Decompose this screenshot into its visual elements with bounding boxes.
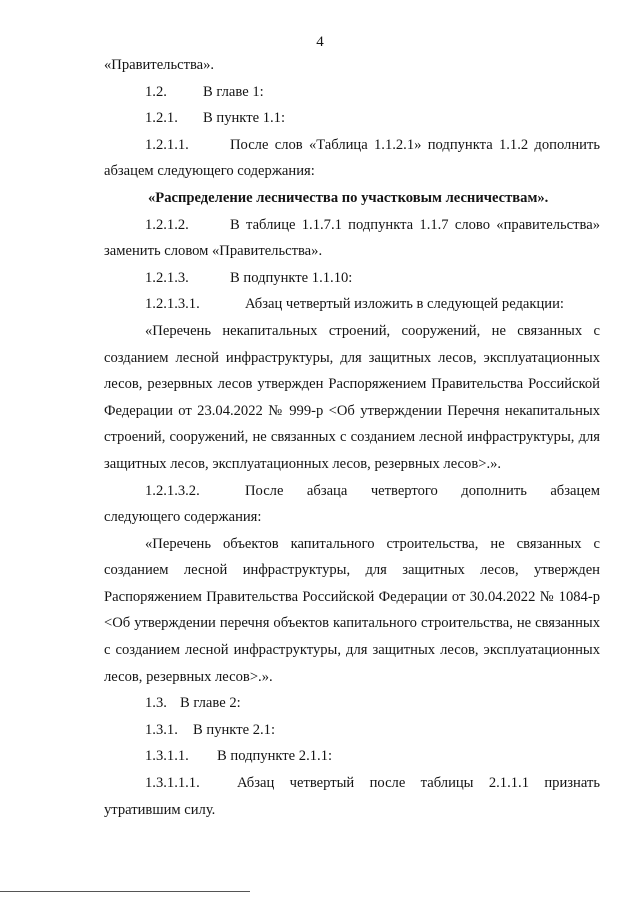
paragraph: 1.2.1.1. После слов «Таблица 1.1.2.1» подпункта 1.1.2 дополнить абзацем следующего содержания:: [104, 132, 600, 185]
paragraph: 1.2.1.3. В подпункте 1.1.10:: [104, 265, 600, 292]
paragraph: 1.3. В главе 2:: [104, 690, 600, 717]
paragraph: 1.3.1.1. В подпункте 2.1.1:: [104, 743, 600, 770]
paragraph: 1.2.1.3.2. После абзаца четвертого дополнить абзацем следующего содержания:: [104, 478, 600, 531]
item-number: 1.2.1.1.: [145, 136, 189, 153]
document-body: [104, 52, 600, 823]
item-number: 1.3.1.1.1.: [145, 775, 200, 792]
page-number: 4: [316, 34, 324, 50]
paragraph: 1.3.1. В пункте 2.1:: [104, 717, 600, 744]
item-number: 1.2.1.: [145, 110, 178, 127]
paragraph: «Правительства».: [104, 57, 215, 73]
paragraph: 1.2.1.3.1. Абзац четвертый изложить в следующей редакции:: [104, 291, 600, 318]
item-number: 1.2.: [145, 83, 167, 100]
item-number: 1.2.1.3.: [145, 269, 189, 286]
item-number: 1.2.1.3.2.: [145, 482, 200, 499]
bottom-rule: [0, 891, 250, 892]
quoted-paragraph: «Перечень некапитальных строений, сооружений, не связанных с созданием лесной инфраструктуры, для защитных лесов, эксплуатационных лесов, резервных лесов утвержден Распоряжением Правительства Российской Федерации от 23.04.2022 № 999-р <Об утверждении Перечня некапитальных строений, сооружений, не связанных с созданием лесной инфраструктуры, для защитных лесов, эксплуатационных лесов, резервных лесов>.».: [104, 322, 600, 472]
paragraph: 1.2. В главе 1:: [104, 79, 600, 106]
item-number: 1.3.: [145, 695, 167, 712]
bold-heading: «Распределение лесничества по участковым лесничествам».: [148, 189, 549, 206]
paragraph: 1.2.1. В пункте 1.1:: [104, 105, 600, 132]
item-number: 1.2.1.2.: [145, 216, 189, 233]
item-number: 1.3.1.: [145, 721, 178, 738]
paragraph: 1.2.1.2. В таблице 1.1.7.1 подпункта 1.1.7 слово «правительства» заменить словом «Правительства».: [104, 212, 600, 265]
item-number: 1.3.1.1.: [145, 748, 189, 765]
paragraph: 1.3.1.1.1. Абзац четвертый после таблицы 2.1.1.1 признать утратившим силу.: [104, 770, 600, 823]
quoted-paragraph: «Перечень объектов капитального строительства, не связанных с созданием лесной инфраструктуры, для защитных лесов, утвержден Распоряжением Правительства Российской Федерации от 30.04.2022 № 1084-р <Об утверждении перечня объектов капитального строительства, не связанных с созданием лесной инфраструктуры, для защитных лесов, эксплуатационных лесов, резервных лесов>.».: [104, 535, 600, 685]
item-number: 1.2.1.3.1.: [145, 296, 200, 313]
